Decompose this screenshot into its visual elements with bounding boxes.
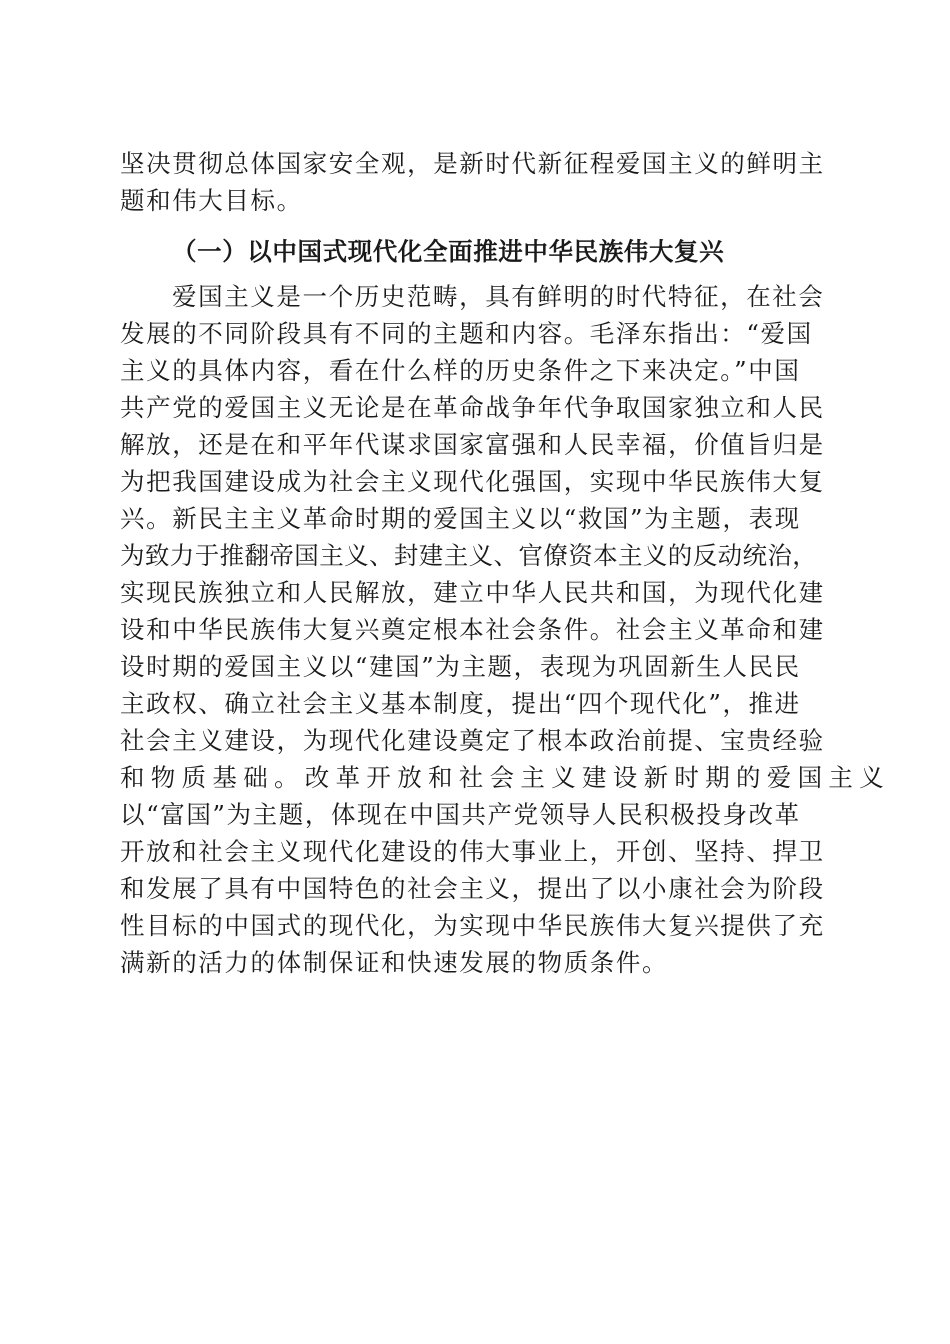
- paragraph-line: 以“富国”为主题，体现在中国共产党领导人民积极投身改革: [120, 800, 801, 829]
- paragraph-line: 主义的具体内容，看在什么样的历史条件之下来决定。”中国: [120, 356, 801, 385]
- section-heading: （一）以中国式现代化全面推进中华民族伟大复兴: [172, 237, 725, 266]
- paragraph-line-last: 满新的活力的体制保证和快速发展的物质条件。: [120, 948, 669, 977]
- paragraph-line: 共产党的爱国主义无论是在革命战争年代争取国家独立和人民: [120, 393, 825, 422]
- paragraph-line: 和物质基础。改革开放和社会主义建设新时期的爱国主义: [120, 763, 890, 792]
- paragraph-line: 为把我国建设成为社会主义现代化强国，实现中华民族伟大复: [120, 467, 825, 496]
- paragraph-line: 题和伟大目标。: [120, 186, 303, 215]
- paragraph-line: 社会主义建设，为现代化建设奠定了根本政治前提、宝贵经验: [120, 726, 825, 755]
- paragraph-line: 解放，还是在和平年代谋求国家富强和人民幸福，价值旨归是: [120, 430, 825, 459]
- paragraph-line: 发展的不同阶段具有不同的主题和内容。毛泽东指出：“爱国: [120, 319, 813, 348]
- paragraph-line: 坚决贯彻总体国家安全观，是新时代新征程爱国主义的鲜明主: [120, 149, 825, 178]
- paragraph-line: 性目标的中国式的现代化，为实现中华民族伟大复兴提供了充: [120, 911, 825, 940]
- paragraph-line: 设时期的爱国主义以“建国”为主题，表现为巩固新生人民民: [120, 652, 801, 681]
- paragraph-line: 和发展了具有中国特色的社会主义，提出了以小康社会为阶段: [120, 874, 825, 903]
- paragraph-line: 实现民族独立和人民解放，建立中华人民共和国，为现代化建: [120, 578, 825, 607]
- paragraph-line: 兴。新民主主义革命时期的爱国主义以“救国”为主题，表现: [120, 504, 801, 533]
- paragraph-line: 主政权、确立社会主义基本制度，提出“四个现代化”，推进: [120, 689, 801, 718]
- paragraph-line: 为致力于推翻帝国主义、封建主义、官僚资本主义的反动统治，: [120, 541, 818, 570]
- paragraph-line: 设和中华民族伟大复兴奠定根本社会条件。社会主义革命和建: [120, 615, 825, 644]
- paragraph-line: 开放和社会主义现代化建设的伟大事业上，开创、坚持、捍卫: [120, 837, 825, 866]
- paragraph-line-first-indented: 爱国主义是一个历史范畴，具有鲜明的时代特征，在社会: [172, 282, 825, 311]
